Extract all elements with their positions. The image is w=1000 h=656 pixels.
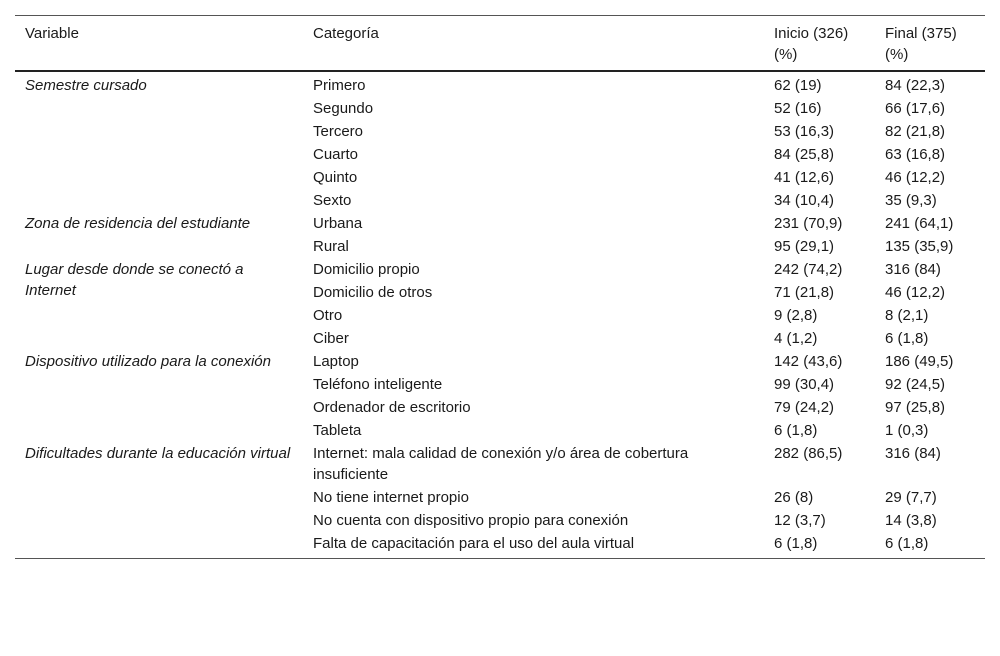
inicio-cell: 242 (74,2) <box>774 261 843 278</box>
final-cell: 241 (64,1) <box>885 215 954 232</box>
final-cell: 84 (22,3) <box>885 77 946 94</box>
variable-cell: Semestre cursado <box>25 77 147 94</box>
header-final: Final (375) (%) <box>885 25 957 63</box>
final-cell: 29 (7,7) <box>885 489 937 506</box>
table-row <box>15 442 985 486</box>
categoria-cell: Rural <box>313 238 349 255</box>
inicio-cell: 6 (1,8) <box>774 422 818 439</box>
final-cell: 6 (1,8) <box>885 330 929 347</box>
inicio-cell: 53 (16,3) <box>774 123 835 140</box>
final-cell: 316 (84) <box>885 445 941 462</box>
final-cell: 35 (9,3) <box>885 192 937 209</box>
final-cell: 14 (3,8) <box>885 512 937 529</box>
table-container <box>15 15 985 559</box>
categoria-cell: Laptop <box>313 353 359 370</box>
inicio-cell: 6 (1,8) <box>774 535 818 552</box>
categoria-cell: Ciber <box>313 330 349 347</box>
categoria-cell: Falta de capacitación para el uso del aula virtual <box>313 535 635 552</box>
final-cell: 8 (2,1) <box>885 307 929 324</box>
categoria-cell: Segundo <box>313 100 374 117</box>
table-row <box>15 212 985 235</box>
final-cell: 92 (24,5) <box>885 376 946 393</box>
categoria-cell: Tableta <box>313 422 362 439</box>
final-cell: 97 (25,8) <box>885 399 946 416</box>
inicio-cell: 231 (70,9) <box>774 215 843 232</box>
inicio-cell: 99 (30,4) <box>774 376 835 393</box>
final-cell: 46 (12,2) <box>885 169 946 186</box>
categoria-cell: Teléfono inteligente <box>313 376 443 393</box>
final-cell: 186 (49,5) <box>885 353 954 370</box>
final-cell: 316 (84) <box>885 261 941 278</box>
final-cell: 63 (16,8) <box>885 146 946 163</box>
inicio-cell: 4 (1,2) <box>774 330 818 347</box>
inicio-cell: 71 (21,8) <box>774 284 835 301</box>
header-variable: Variable <box>25 25 79 42</box>
final-cell: 135 (35,9) <box>885 238 954 255</box>
inicio-cell: 34 (10,4) <box>774 192 835 209</box>
categoria-cell: Domicilio propio <box>313 261 420 278</box>
inicio-cell: 79 (24,2) <box>774 399 835 416</box>
inicio-cell: 95 (29,1) <box>774 238 835 255</box>
inicio-cell: 142 (43,6) <box>774 353 843 370</box>
categoria-cell: Internet: mala calidad de conexión y/o área de cobertura insuficiente <box>313 445 689 483</box>
categoria-cell: Cuarto <box>313 146 359 163</box>
categoria-cell: Domicilio de otros <box>313 284 433 301</box>
data-table <box>15 15 985 559</box>
inicio-cell: 282 (86,5) <box>774 445 843 462</box>
variable-cell: Zona de residencia del estudiante <box>25 215 251 232</box>
final-cell: 1 (0,3) <box>885 422 929 439</box>
categoria-cell: Ordenador de escritorio <box>313 399 471 416</box>
variable-cell: Lugar desde donde se conectó a Internet <box>25 261 244 299</box>
final-cell: 6 (1,8) <box>885 535 929 552</box>
header-row <box>15 16 985 72</box>
table-row <box>15 350 985 373</box>
inicio-cell: 84 (25,8) <box>774 146 835 163</box>
categoria-cell: No cuenta con dispositivo propio para conexión <box>313 512 629 529</box>
categoria-cell: Primero <box>313 77 366 94</box>
categoria-cell: Otro <box>313 307 343 324</box>
header-inicio: Inicio (326) (%) <box>774 25 849 63</box>
header-categoria: Categoría <box>313 25 379 42</box>
variable-cell: Dificultades durante la educación virtual <box>25 445 291 462</box>
variable-cell: Dispositivo utilizado para la conexión <box>25 353 271 370</box>
inicio-cell: 52 (16) <box>774 100 822 117</box>
table-header <box>15 16 985 72</box>
final-cell: 46 (12,2) <box>885 284 946 301</box>
inicio-cell: 62 (19) <box>774 77 822 94</box>
table-body <box>15 71 985 559</box>
categoria-cell: Quinto <box>313 169 358 186</box>
categoria-cell: No tiene internet propio <box>313 489 469 506</box>
table-row <box>15 71 985 97</box>
inicio-cell: 9 (2,8) <box>774 307 818 324</box>
inicio-cell: 41 (12,6) <box>774 169 835 186</box>
categoria-cell: Urbana <box>313 215 363 232</box>
final-cell: 66 (17,6) <box>885 100 946 117</box>
inicio-cell: 12 (3,7) <box>774 512 826 529</box>
inicio-cell: 26 (8) <box>774 489 814 506</box>
table-row <box>15 258 985 281</box>
final-cell: 82 (21,8) <box>885 123 946 140</box>
categoria-cell: Sexto <box>313 192 352 209</box>
categoria-cell: Tercero <box>313 123 364 140</box>
